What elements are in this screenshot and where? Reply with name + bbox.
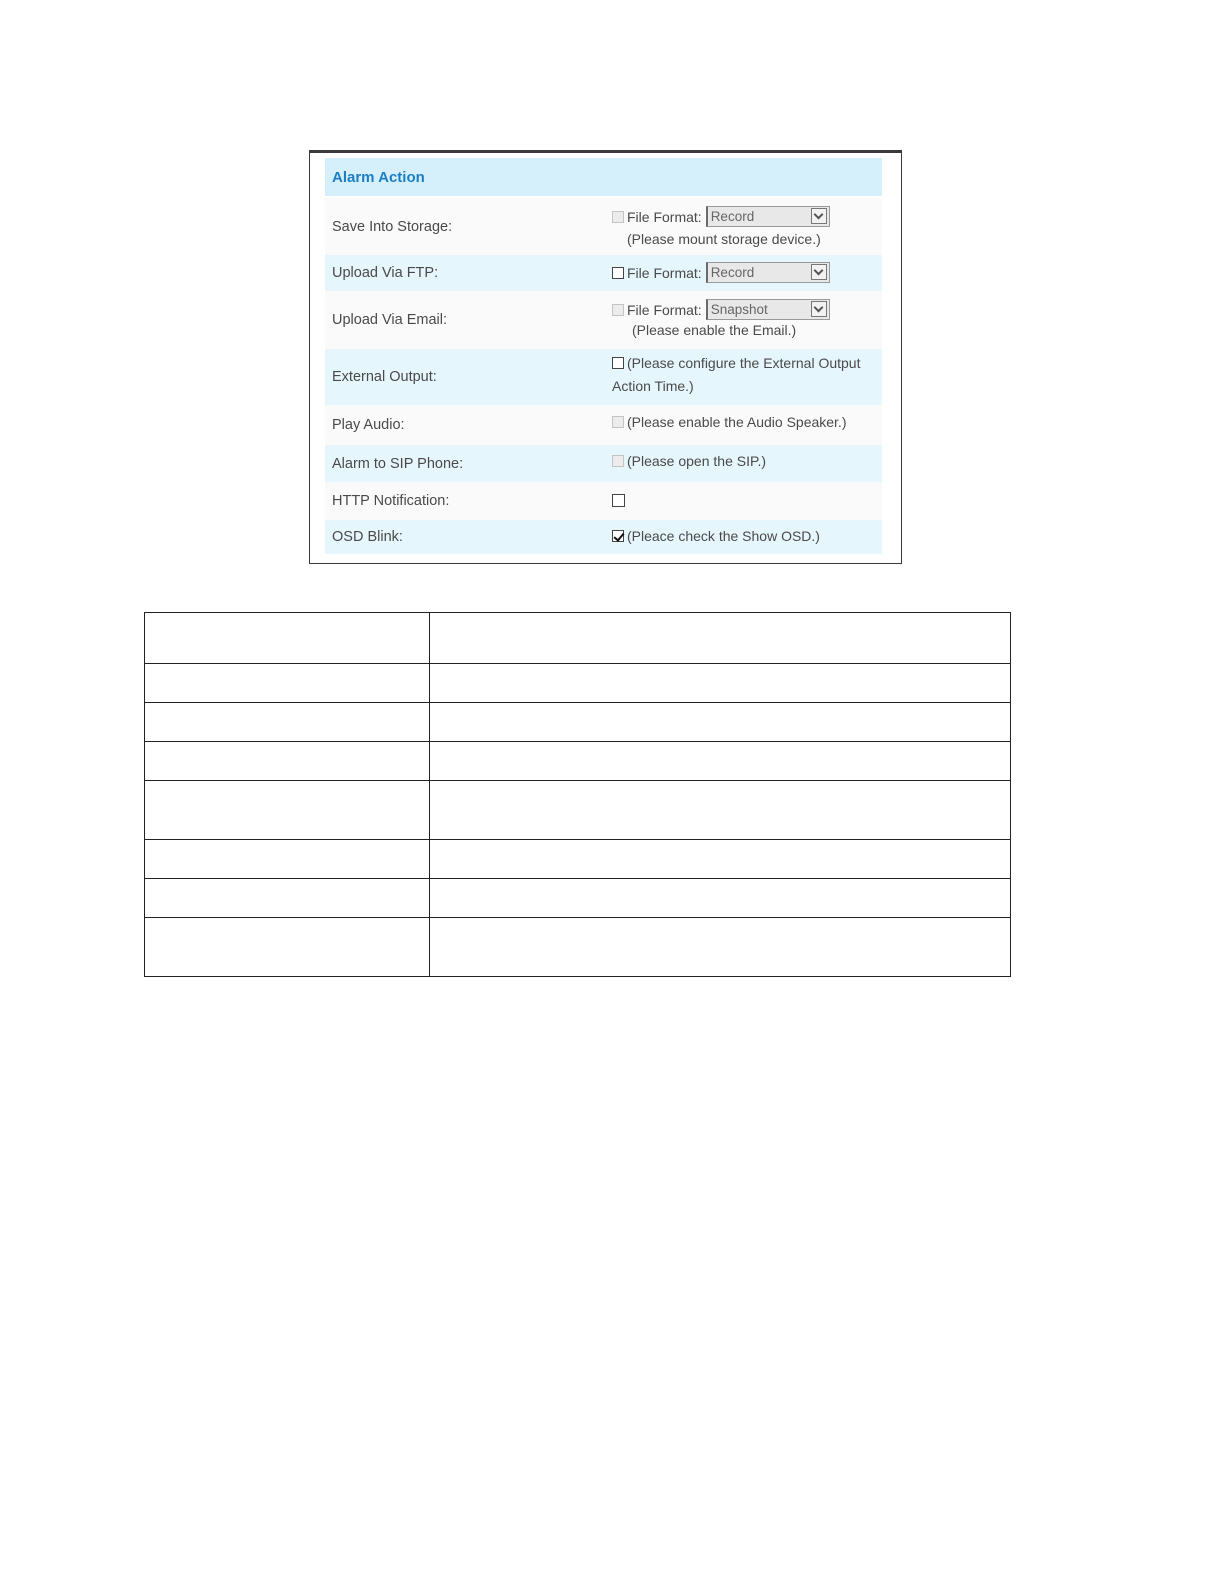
sip-note: (Please open the SIP.) (627, 453, 767, 469)
row-control (612, 482, 882, 520)
alarm-action-panel (309, 150, 902, 564)
row-external-output (325, 349, 882, 405)
file-format-label: File Format: (627, 264, 702, 281)
osd-note: (Pleace check the Show OSD.) (627, 528, 820, 544)
row-alarm-to-sip-phone (325, 445, 882, 482)
table-cell (430, 613, 1011, 664)
external-output-note: (Please configure the External Output (627, 355, 861, 371)
row-label: Upload Via FTP: (332, 265, 439, 281)
row-control (612, 405, 882, 445)
row-control (612, 349, 882, 405)
row-label: Save Into Storage: (332, 218, 453, 235)
select-value: Record (710, 265, 755, 280)
table-row (145, 703, 1011, 742)
table-row (145, 781, 1011, 840)
play-audio-checkbox[interactable] (612, 416, 624, 428)
panel-title: Alarm Action (332, 168, 425, 186)
parameter-table (144, 612, 1011, 977)
email-note: (Please enable the Email.) (632, 322, 797, 338)
table-row (145, 664, 1011, 703)
table-cell (145, 879, 430, 918)
chevron-down-icon[interactable] (811, 301, 827, 317)
table-cell (145, 742, 430, 781)
table-cell (430, 918, 1011, 977)
row-label: Alarm to SIP Phone: (332, 455, 464, 472)
external-output-note-line2: Action Time.) (612, 378, 694, 394)
save-into-storage-checkbox[interactable] (612, 211, 624, 223)
table-cell (430, 840, 1011, 879)
select-value: Snapshot (710, 302, 768, 317)
row-control (612, 520, 882, 554)
table-row (145, 613, 1011, 664)
table-cell (430, 879, 1011, 918)
table-cell (145, 840, 430, 879)
osd-blink-checkbox[interactable] (612, 530, 624, 542)
table-row (145, 918, 1011, 977)
table-cell (430, 703, 1011, 742)
file-format-label: File Format: (627, 301, 702, 318)
row-control (612, 255, 882, 291)
upload-via-ftp-checkbox[interactable] (612, 267, 624, 279)
table-cell (430, 742, 1011, 781)
play-audio-note: (Please enable the Audio Speaker.) (627, 414, 847, 430)
row-upload-via-ftp (325, 255, 882, 291)
row-label: OSD Blink: (332, 529, 403, 545)
row-control (612, 291, 882, 349)
table-cell (145, 664, 430, 703)
alarm-action-rows (325, 198, 882, 554)
row-label: External Output: (332, 369, 437, 385)
table-cell (430, 664, 1011, 703)
table-cell (145, 781, 430, 840)
table-row (145, 840, 1011, 879)
row-upload-via-email (325, 291, 882, 349)
row-label: Play Audio: (332, 417, 405, 433)
chevron-down-icon[interactable] (811, 208, 827, 224)
panel-header (325, 158, 882, 196)
table-row (145, 879, 1011, 918)
file-format-select[interactable] (706, 299, 830, 320)
file-format-select[interactable] (706, 206, 830, 227)
row-save-into-storage (325, 198, 882, 255)
chevron-down-icon[interactable] (811, 264, 827, 280)
row-label: HTTP Notification: (332, 493, 450, 509)
row-osd-blink (325, 520, 882, 554)
external-output-checkbox[interactable] (612, 357, 624, 369)
select-value: Record (710, 209, 755, 224)
table-row (145, 742, 1011, 781)
alarm-to-sip-phone-checkbox[interactable] (612, 455, 624, 467)
file-format-select[interactable] (706, 262, 830, 283)
row-http-notification (325, 482, 882, 520)
storage-note: (Please mount storage device.) (627, 231, 821, 247)
table-cell (430, 781, 1011, 840)
upload-via-email-checkbox[interactable] (612, 304, 624, 316)
file-format-label: File Format: (627, 208, 702, 225)
table-cell (145, 703, 430, 742)
row-play-audio (325, 405, 882, 445)
http-notification-checkbox[interactable] (612, 494, 625, 507)
row-label: Upload Via Email: (332, 312, 447, 328)
row-control (612, 198, 882, 255)
row-control (612, 445, 882, 482)
table-cell (145, 613, 430, 664)
table-cell (145, 918, 430, 977)
